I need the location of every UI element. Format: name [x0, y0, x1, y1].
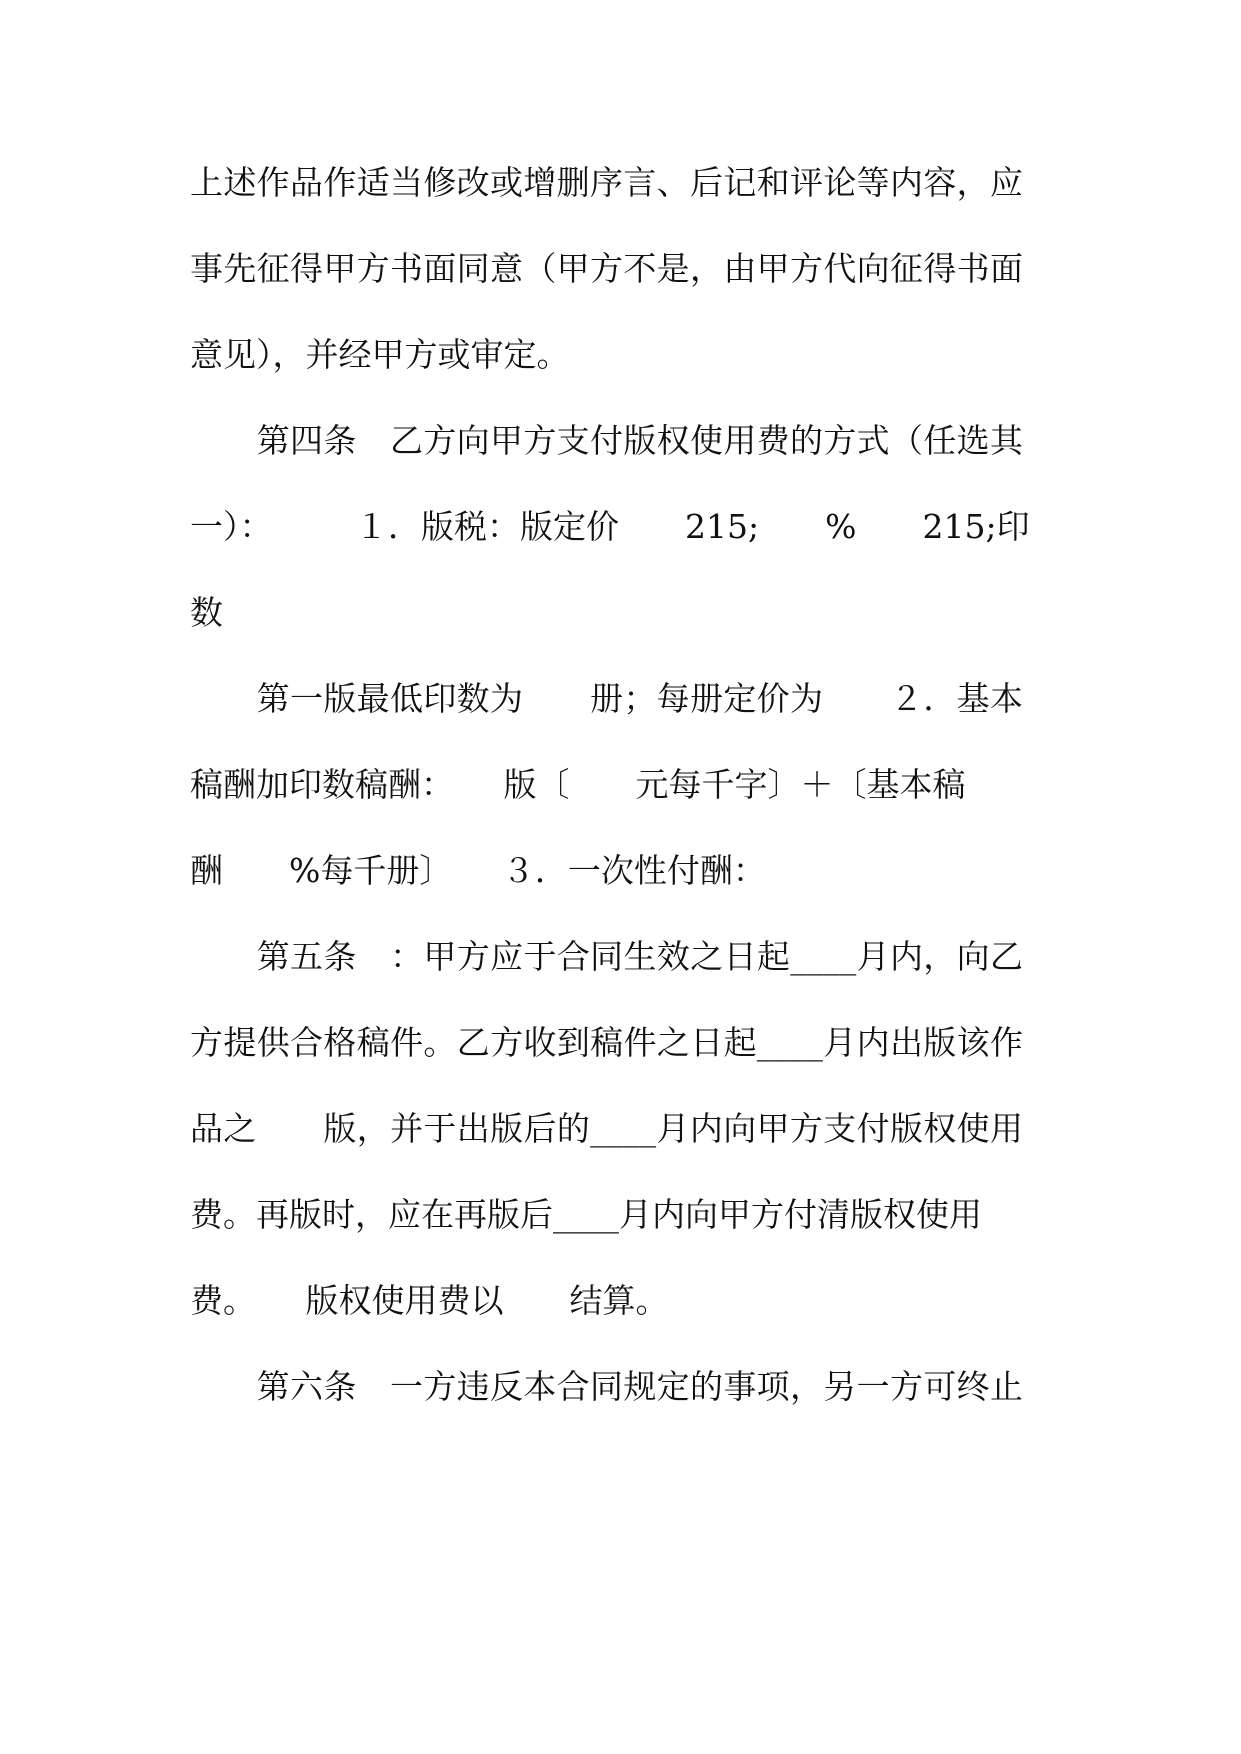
text-line: 一）： １．版税：版定价 215; % 215;印	[190, 507, 1030, 546]
text-line: 意见），并经甲方或审定。	[190, 335, 570, 374]
text-line: 上述作品作适当修改或增删序言、后记和评论等内容，应	[190, 163, 1023, 202]
text-line: 费。再版时，应在再版后____月内向甲方付清版权使用	[190, 1195, 982, 1234]
text-line: 品之 版，并于出版后的____月内向甲方支付版权使用	[190, 1109, 1023, 1148]
text-line: 事先征得甲方书面同意（甲方不是，由甲方代向征得书面	[190, 249, 1023, 288]
text-line: 酬 %每千册〕 ３．一次性付酬：	[190, 851, 766, 890]
text-line: 稿酬加印数稿酬： 版〔 元每千字〕＋〔基本稿	[190, 765, 966, 804]
text-line: 第五条 ：甲方应于合同生效之日起____月内，向乙	[190, 937, 1023, 976]
text-line: 费。 版权使用费以 结算。	[190, 1281, 669, 1320]
text-line: 方提供合格稿件。乙方收到稿件之日起____月内出版该作	[190, 1023, 1023, 1062]
text-line: 数	[190, 593, 223, 632]
text-line: 第六条 一方违反本合同规定的事项，另一方可终止	[190, 1367, 1023, 1406]
text-line: 第四条 乙方向甲方支付版权使用费的方式（任选其	[190, 421, 1023, 460]
text-line: 第一版最低印数为 册；每册定价为 ２．基本	[190, 679, 1023, 718]
